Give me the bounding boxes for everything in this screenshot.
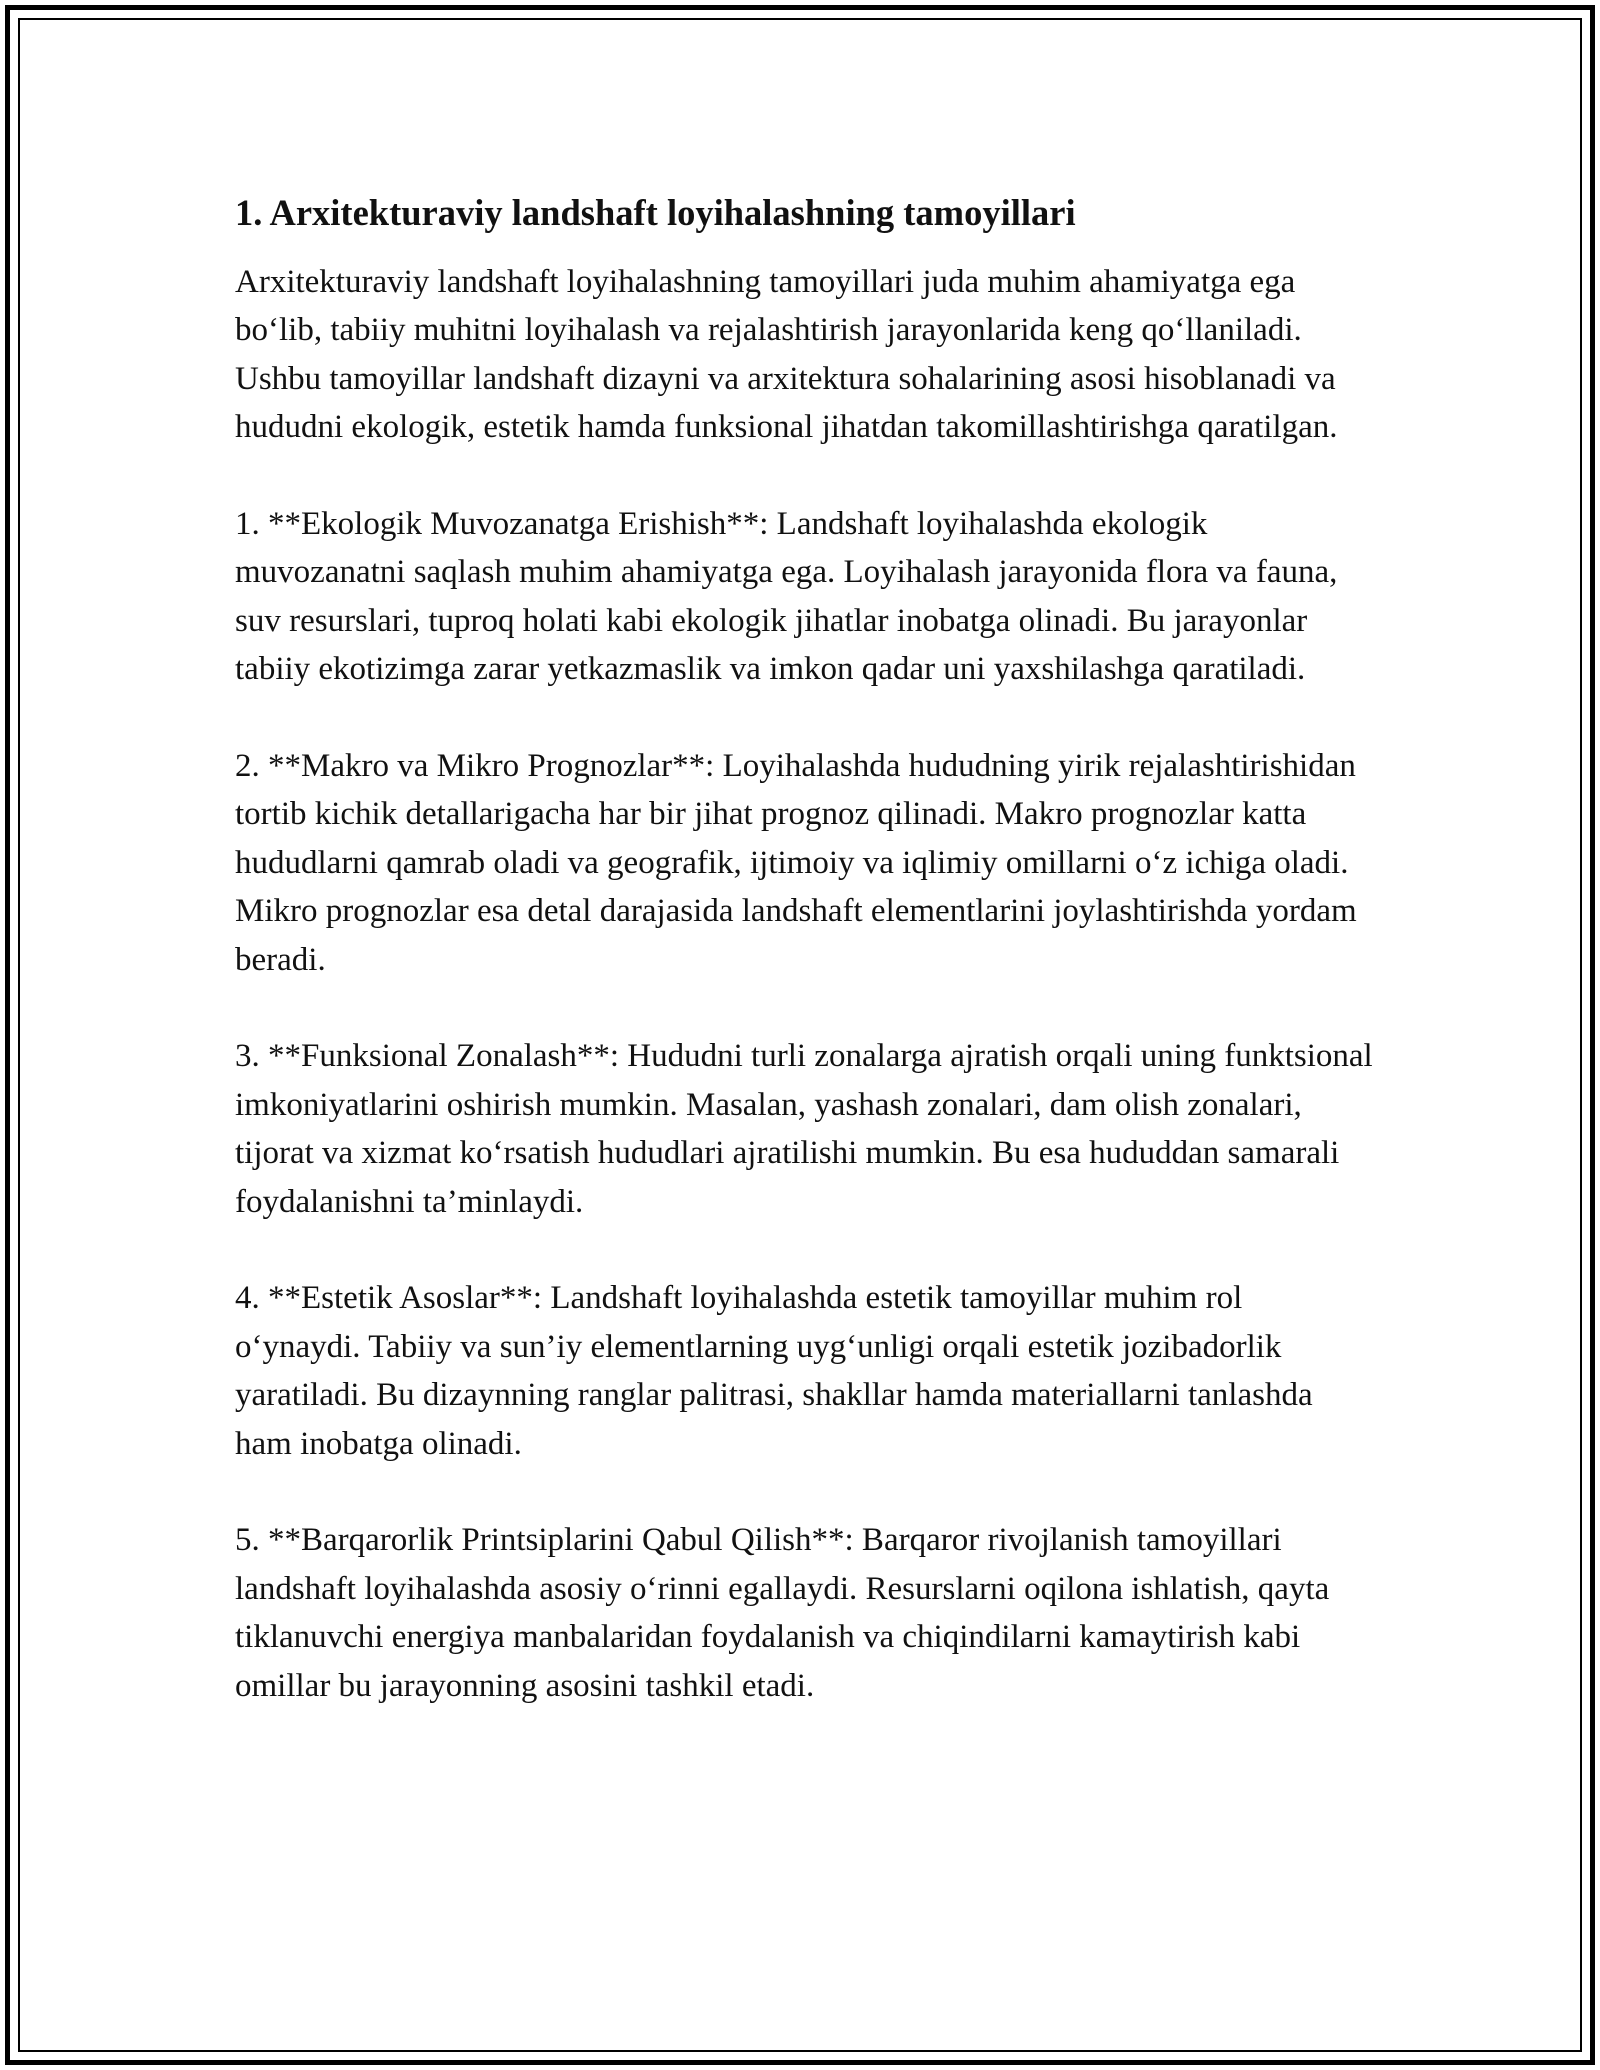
intro-paragraph: Arxitekturaviy landshaft loyihalashning tamoyillari juda muhim ahamiyatga ega bo‘lib, tabiiy muhitni loyihalash va rejalashtirish jarayonlarida keng qo‘llaniladi. Ushbu tamoyillar landshaft dizayni va arxitektura sohalarining asosi hisoblanadi va hududni ekologik, estetik hamda funksional jihatdan takomillashtirishga qaratilgan.	[235, 264, 1338, 446]
principle-ecological-balance: 1. **Ekologik Muvozanatga Erishish**: Landshaft loyihalashda ekologik muvozanatni saqlash muhim ahamiyatga ega. Loyihalash jarayonida flora va fauna, suv resurslari, tuproq holati kabi ekologik jihatlar inobatga olinadi. Bu jarayonlar tabiiy ekotizimga zarar yetkazmaslik va imkon qadar uni yaxshilashga qaratiladi.	[235, 506, 1338, 688]
principle-macro-micro-forecasts: 2. **Makro va Mikro Prognozlar**: Loyihalashda hududning yirik rejalashtirishidan tortib kichik detallarigacha har bir jihat prognoz qilinadi. Makro prognozlar katta hududlarni qamrab oladi va geografik, ijtimoiy va iqlimiy omillarni o‘z ichiga oladi. Mikro prognozlar esa detal darajasida landshaft elementlarini joylashtirishda yordam beradi.	[235, 748, 1357, 978]
principle-functional-zoning: 3. **Funksional Zonalash**: Hududni turli zonalarga ajratish orqali uning funktsional imkoniyatlarini oshirish mumkin. Masalan, yashash zonalari, dam olish zonalari, tijorat va xizmat ko‘rsatish hududlari ajratilishi mumkin. Bu esa hududdan samarali foydalanishni ta’minlaydi.	[235, 1038, 1373, 1220]
principle-sustainability: 5. **Barqarorlik Printsiplarini Qabul Qilish**: Barqaror rivojlanish tamoyillari landshaft loyihalashda asosiy o‘rinni egallaydi. Resurslarni oqilona ishlatish, qayta tiklanuvchi energiya manbalaridan foydalanish va chiqindilarni kamaytirish kabi omillar bu jarayonning asosini tashkil etadi.	[235, 1522, 1330, 1704]
principle-aesthetic-foundations: 4. **Estetik Asoslar**: Landshaft loyihalashda estetik tamoyillar muhim rol o‘ynaydi. Tabiiy va sun’iy elementlarning uyg‘unligi orqali estetik jozibadorlik yaratiladi. Bu dizaynning ranglar palitrasi, shakllar hamda materiallarni tanlashda ham inobatga olinadi.	[235, 1280, 1313, 1462]
document-body	[235, 188, 1375, 1759]
document-title: 1. Arxitekturaviy landshaft loyihalashning tamoyillari	[235, 192, 1076, 233]
